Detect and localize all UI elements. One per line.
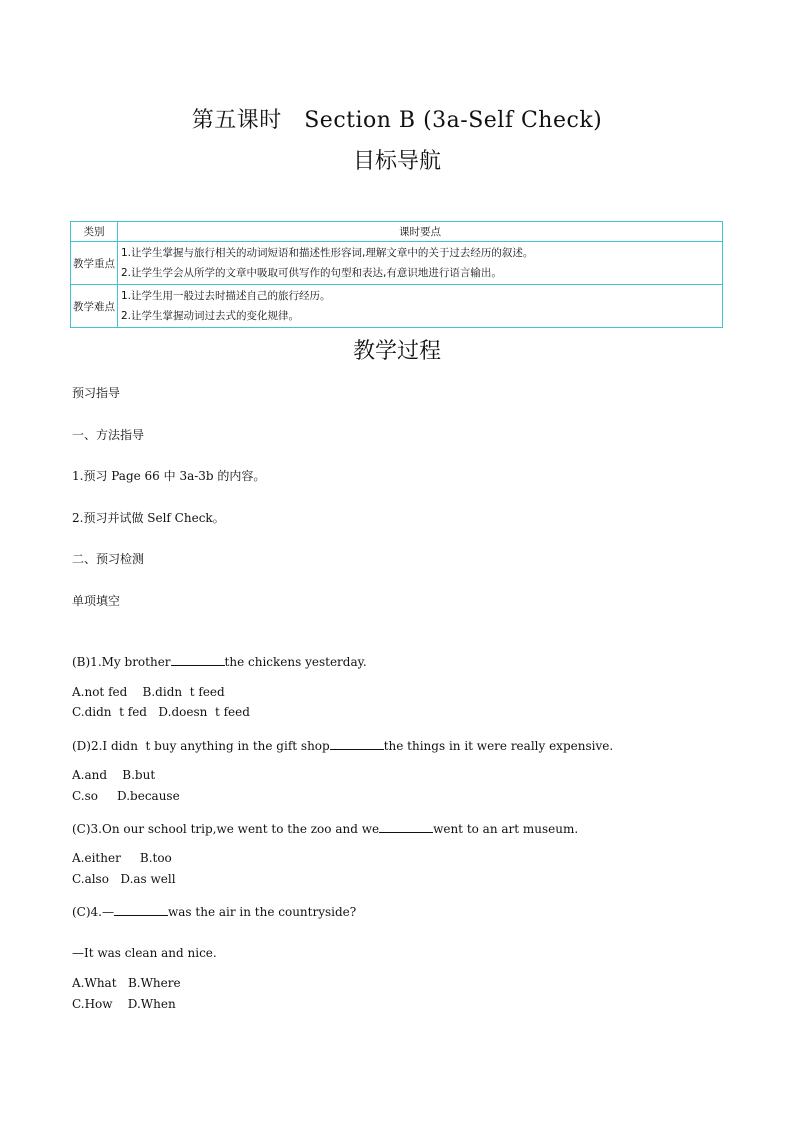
exercise-type-heading: 单项填空 [72, 594, 121, 608]
question-options: A.either B.too [72, 851, 172, 865]
goals-table [70, 221, 723, 328]
question-options: A.What B.Where [72, 976, 181, 990]
preview-check-heading: 二、预习检测 [72, 552, 145, 566]
table-row-category: 教学难点 [71, 285, 118, 328]
table-point: 2.让学生掌握动词过去式的变化规律。 [121, 310, 300, 322]
answer-blank [114, 904, 168, 916]
answer-blank [171, 654, 225, 666]
method-item-2: 2.预习并试做 Self Check。 [72, 511, 225, 525]
table-row-points [118, 242, 723, 285]
method-guide-heading: 一、方法指导 [72, 428, 145, 442]
question-stem [72, 654, 367, 669]
table-header-row [71, 222, 723, 242]
table-row [71, 242, 723, 285]
table-row [71, 285, 723, 328]
table-point: 1.让学生掌握与旅行相关的动词短语和描述性形容词,理解文章中的关于过去经历的叙述。 [121, 247, 534, 259]
question-options: A.not fed B.didn t feed [72, 685, 225, 699]
method-item-1: 1.预习 Page 66 中 3a-3b 的内容。 [72, 469, 266, 483]
stem-before: (C)3.On our school trip,we went to the zoo and we [72, 822, 380, 836]
question-stem [72, 738, 613, 753]
question-options: C.didn t fed D.doesn t feed [72, 705, 250, 719]
stem-before: (B)1.My brother [72, 655, 171, 669]
stem-before: (D)2.I didn t buy anything in the gift shop [72, 739, 330, 753]
question-options: A.and B.but [72, 768, 156, 782]
lesson-title: 第五课时 Section B (3a-Self Check) [191, 108, 603, 133]
stem-before: (C)4.— [72, 905, 114, 919]
answer-blank [379, 821, 433, 833]
question-options: C.so D.because [72, 789, 180, 803]
question-stem [72, 821, 578, 836]
table-point: 1.让学生用一般过去时描述自己的旅行经历。 [121, 290, 331, 302]
process-heading: 教学过程 [352, 339, 441, 364]
question-stem [72, 904, 356, 919]
table-point: 2.让学生学会从所学的文章中吸取可供写作的句型和表达,有意识地进行语言输出。 [121, 267, 502, 279]
question-options: C.How D.When [72, 997, 176, 1011]
section-subtitle: 目标导航 [352, 149, 441, 174]
preview-guide-heading: 预习指导 [72, 386, 121, 400]
question-options: C.also D.as well [72, 872, 176, 886]
table-row-category: 教学重点 [71, 242, 118, 285]
table-header-points: 课时要点 [118, 222, 723, 242]
question-answer: —It was clean and nice. [72, 946, 217, 960]
table-row-points [118, 285, 723, 328]
table-header-category: 类别 [71, 222, 118, 242]
answer-blank [330, 738, 384, 750]
stem-after: the things in it were really expensive. [383, 739, 614, 753]
stem-after: was the air in the countryside? [168, 905, 357, 919]
stem-after: went to an art museum. [433, 822, 579, 836]
stem-after: the chickens yesterday. [224, 655, 367, 669]
